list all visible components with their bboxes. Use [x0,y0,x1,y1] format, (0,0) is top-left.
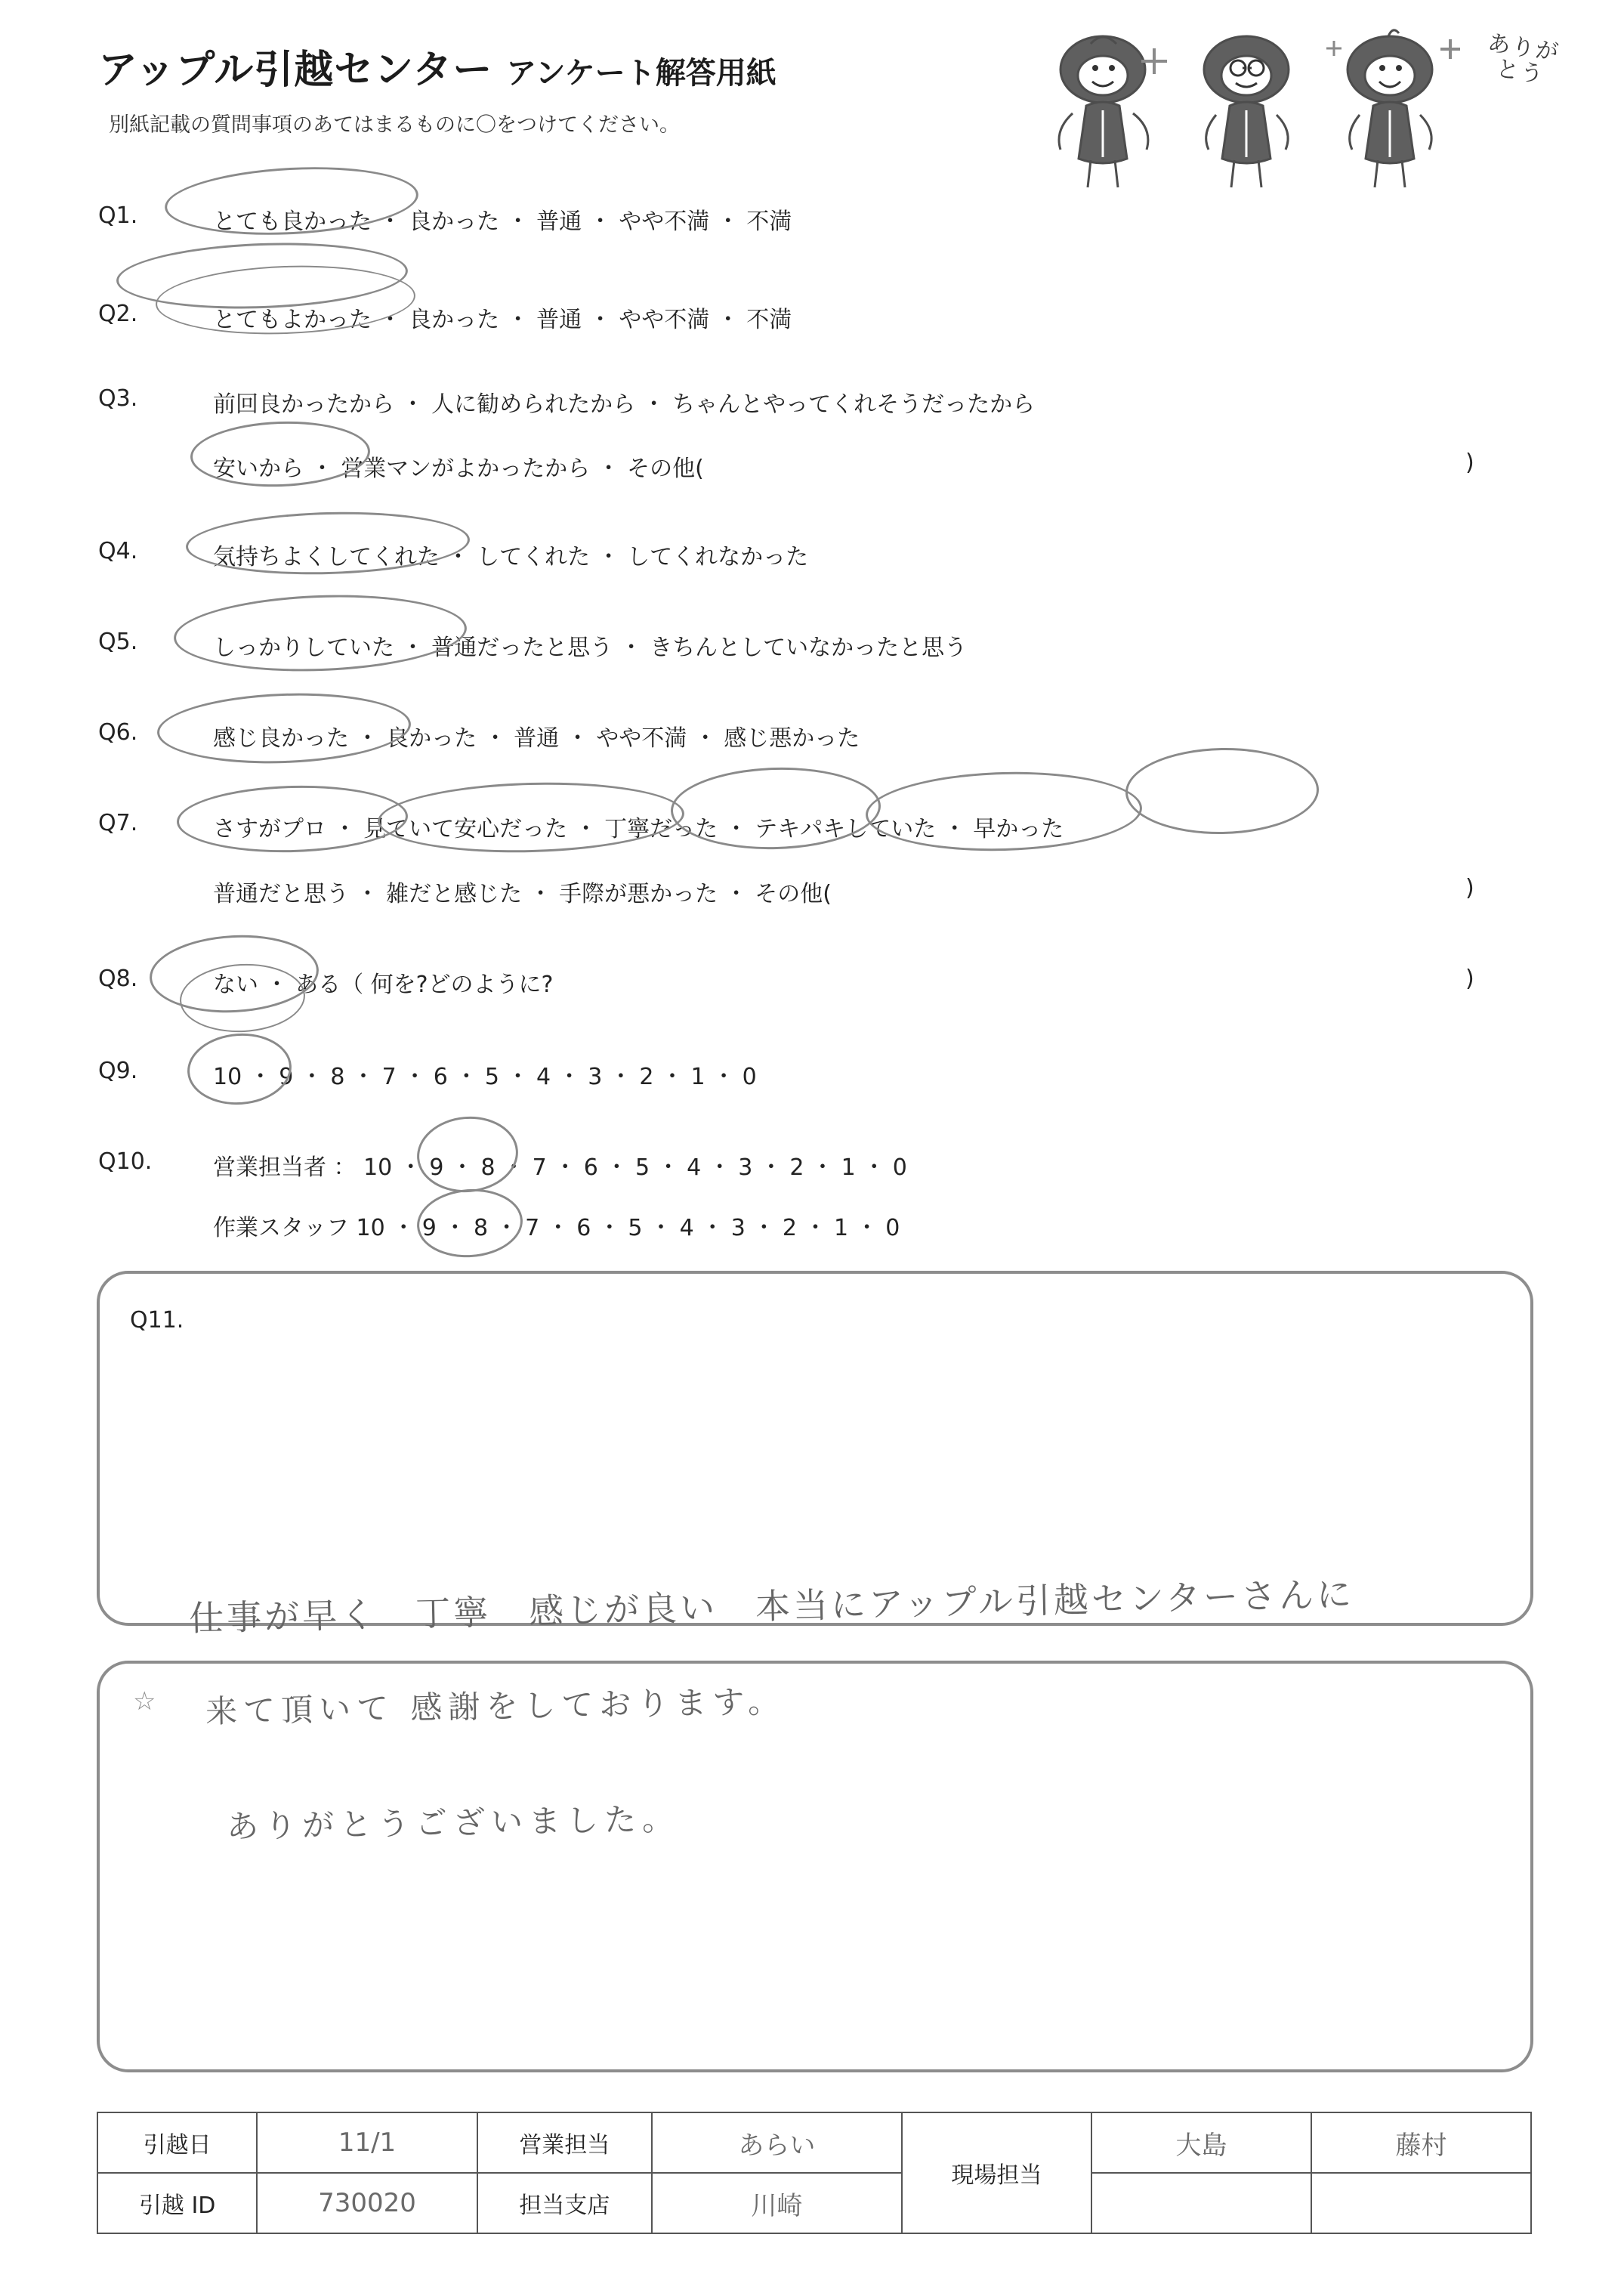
table-row [97,2173,1531,2233]
question-options-q8: ない ・ ある（ 何を?どのように? [213,972,554,998]
cell-empty-1 [1091,2173,1311,2233]
footer-info-table [97,2112,1532,2234]
cell-value-branch: 川崎 [652,2173,902,2233]
question-options-q7-line2: 普通だと思う ・ 雑だと感じた ・ 手際が悪かった ・ その他( [213,881,832,907]
document-header [98,38,1156,138]
cell-label-move-date: 引越日 [97,2112,257,2173]
cell-value-site-staff-1: 大島 [1091,2112,1311,2173]
question-options-q10-sales: 営業担当者 ： 10 ・ 9 ・ 8 ・ 7 ・ 6 ・ 5 ・ 4 ・ 3 ・ 2 ・ 1 ・ 0 [213,1154,907,1181]
question-label-q4: Q4. [98,538,138,564]
cell-empty-2 [1311,2173,1531,2233]
page-title: アップル引越センター [98,48,493,93]
cell-label-sales-rep: 営業担当 [477,2112,652,2173]
thanks-stamp: ありがとう [1486,29,1562,88]
question-label-q8: Q8. [98,966,138,992]
question-label-q7: Q7. [98,810,138,836]
question-options-q6: 感じ良かった ・ 良かった ・ 普通 ・ やや不満 ・ 感じ悪かった [213,725,860,752]
page-subtitle: アンケート解答用紙 [506,56,776,91]
question-paren-q3: ) [1465,450,1474,476]
question-options-q4: 気持ちよくしてくれた ・ してくれた ・ してくれなかった [213,544,809,570]
instruction-text: 別紙記載の質問事項のあてはまるものに〇をつけてください。 [109,113,680,137]
comment-line-2: ありがとうございました。 [226,1800,681,1846]
comment-line-1: 来て頂いて 感謝をしております。 [205,1683,786,1730]
question-label-q5: Q5. [98,629,138,655]
q11-handwritten-answer: 仕事が早く 丁寧 感じが良い 本当にアップル引越センターさんに [188,1573,1355,1639]
question-label-q1: Q1. [98,202,138,229]
question-options-q9: 10 ・ 9 ・ 8 ・ 7 ・ 6 ・ 5 ・ 4 ・ 3 ・ 2 ・ 1 ・ 0 [213,1064,757,1090]
question-label-q10: Q10. [98,1148,153,1175]
star-icon: ☆ [133,1687,156,1716]
question-options-q3-line1: 前回良かったから ・ 人に勧められたから ・ ちゃんとやってくれそうだったから [213,391,1036,418]
cell-label-branch: 担当支店 [477,2173,652,2233]
cell-value-sales-rep: あらい [652,2112,902,2173]
question-paren-q7: ) [1465,875,1474,901]
cell-value-move-date: 11/1 [257,2112,477,2173]
mascot-illustration [1027,23,1601,196]
table-row [97,2112,1531,2173]
question-label-q2: Q2. [98,301,138,327]
circle-mark-q7-e [1125,746,1320,836]
question-options-q1: とても良かった ・ 良かった ・ 普通 ・ やや不満 ・ 不満 [213,209,792,235]
title-row [98,38,1156,94]
question-options-q7-line1: さすがプロ ・ 見ていて安心だった ・ 丁寧だった ・ テキパキしていた ・ 早かった [213,816,1064,842]
question-label-q9: Q9. [98,1058,138,1084]
question-options-q10-staff: 作業スタッフ 10 ・ 9 ・ 8 ・ 7 ・ 6 ・ 5 ・ 4 ・ 3 ・ 2 ・ 1 ・ 0 [213,1215,900,1241]
question-options-q5: しっかりしていた ・ 普通だったと思う ・ きちんとしていなかったと思う [213,635,968,661]
question-options-q3-line2: 安いから ・ 営業マンがよかったから ・ その他( [213,456,704,482]
question-label-q6: Q6. [98,719,138,746]
question-label-q3: Q3. [98,385,138,412]
question-paren-q8: ) [1465,966,1474,992]
cell-value-site-staff-2: 藤村 [1311,2112,1531,2173]
cell-label-move-id: 引越 ID [97,2173,257,2233]
q11-label: Q11. [130,1307,184,1333]
cell-value-move-id: 730020 [257,2173,477,2233]
question-options-q2: とてもよかった ・ 良かった ・ 普通 ・ やや不満 ・ 不満 [213,307,792,333]
cell-label-site-staff: 現場担当 [902,2112,1091,2233]
